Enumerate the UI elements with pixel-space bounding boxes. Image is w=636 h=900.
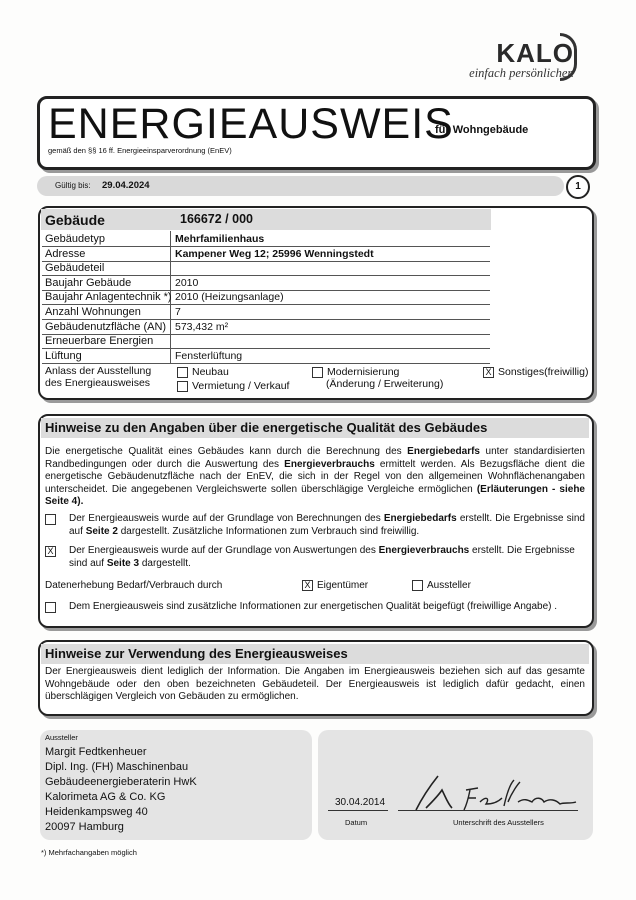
row-label: Lüftung — [45, 349, 82, 362]
row-value: Kampener Weg 12; 25996 Wenningstedt — [175, 247, 374, 260]
signature-label: Unterschrift des Ausstellers — [453, 818, 544, 827]
issuer-option[interactable] — [412, 580, 532, 593]
neubau-checkbox[interactable] — [177, 367, 188, 378]
page-number-badge: 1 — [566, 175, 590, 199]
building-header-bar — [41, 209, 491, 230]
hints-paragraph: Die energetische Qualität eines Gebäudes kann durch die Berechnung des Energiebedarfs unter standardisierten Randbedingungen oder durch die Auswertung des Energieverbrauchs ermittelt werden. Als Bezugsfläche dient die energetische Gebäudenutzfläche nach der EnEV, die sich in der Regel von den allgemeinen Wohnflächenangaben unterscheidet. Die angegebenen Vergleichswerte sollen überschlägige Vergleiche ermöglichen (Erläuterungen - siehe Seite 4). — [45, 446, 585, 507]
date-label: Datum — [345, 818, 368, 827]
neubau-label: Neubau — [192, 366, 229, 378]
issuer-checkbox[interactable] — [412, 580, 423, 591]
issuer-line: Kalorimeta AG & Co. KG — [45, 791, 166, 803]
row-value: 2010 (Heizungsanlage) — [175, 291, 284, 304]
row-divider — [42, 261, 490, 262]
option-demand[interactable] — [45, 513, 585, 538]
reason-neubau[interactable] — [177, 366, 229, 378]
row-label: Erneuerbare Energien — [45, 335, 154, 348]
reason-sonstiges[interactable] — [483, 366, 588, 378]
issuer-line: Gebäudeenergieberaterin HwK — [45, 776, 197, 788]
issuer-label: Aussteller — [427, 580, 471, 592]
usage-title: Hinweise zur Verwendung des Energieausweises — [45, 646, 348, 661]
issuer-line: Dipl. Ing. (FH) Maschinenbau — [45, 761, 189, 773]
modernisierung-label: Modernisierung — [327, 366, 400, 378]
row-label: Gebäudetyp — [45, 233, 105, 245]
issuer-label-heading: Aussteller — [45, 733, 78, 742]
row-divider — [42, 348, 490, 349]
footnote: *) Mehrfachangaben möglich — [41, 848, 137, 857]
option-consumption[interactable] — [45, 545, 585, 570]
row-label: Gebäudenutzfläche (AN) — [45, 320, 167, 333]
row-label: Baujahr Anlagentechnik *) — [45, 291, 172, 304]
sonstiges-label: Sonstiges(freiwillig) — [498, 366, 589, 378]
modernisierung-checkbox[interactable] — [312, 367, 323, 378]
row-value: 2010 — [175, 276, 199, 289]
kalo-logo: KALO — [496, 38, 574, 68]
reason-label-line1: Anlass der Ausstellung — [45, 365, 152, 377]
page-title: ENERGIEAUSWEIS — [48, 100, 454, 148]
extra-info-checkbox[interactable] — [45, 602, 56, 613]
legal-basis: gemäß den §§ 16 ff. Energieeinsparverordnung (EnEV) — [48, 146, 232, 155]
row-divider — [42, 363, 490, 364]
logo-slogan: einfach persönlicher. — [469, 66, 574, 80]
modernisierung-sub: (Änderung / Erweiterung) — [326, 378, 444, 390]
owner-checkbox[interactable]: X — [302, 580, 313, 591]
extra-info-text: Dem Energieausweis sind zusätzliche Informationen zur energetischen Qualität beigefügt (freiwillige Angabe) . — [69, 601, 558, 612]
usage-text: Der Energieausweis dient lediglich der Information. Die Angaben im Energieausweis beziehen sich auf das gesamte Wohngebäude oder den oben bezeichneten Gebäudeteil. Der Energieausweis ist lediglich dafür gedacht, einen überschlägigen Vergleich von Gebäuden zu ermöglichen. — [45, 666, 585, 702]
row-value: Fensterlüftung — [175, 349, 243, 362]
signature-image — [408, 768, 583, 818]
consumption-text: Der Energieausweis wurde auf der Grundlage von Auswertungen des Energieverbrauchs erstellt. Die Ergebnisse sind auf Seite 3 dargestellt. — [69, 545, 575, 569]
validity-label: Gültig bis: — [55, 181, 91, 190]
demand-checkbox[interactable] — [45, 514, 56, 525]
reason-modernisierung[interactable] — [312, 366, 399, 378]
building-title: Gebäude — [45, 212, 105, 228]
vermietung-checkbox[interactable] — [177, 381, 188, 392]
hints-title: Hinweise zu den Angaben über die energetische Qualität des Gebäudes — [45, 420, 488, 435]
row-label: Gebäudeteil — [45, 262, 105, 275]
date-line — [328, 810, 388, 811]
consumption-checkbox[interactable]: X — [45, 546, 56, 557]
building-number: 166672 / 000 — [180, 212, 253, 226]
reason-vermietung[interactable] — [177, 380, 289, 392]
issuer-line: Heidenkampsweg 40 — [45, 806, 148, 818]
owner-label: Eigentümer — [317, 580, 369, 592]
issuer-line: 20097 Hamburg — [45, 821, 124, 833]
issue-date: 30.04.2014 — [335, 797, 386, 808]
row-label: Adresse — [45, 247, 86, 260]
extra-info-option[interactable] — [45, 601, 585, 614]
vermietung-label: Vermietung / Verkauf — [192, 380, 290, 392]
row-label: Anzahl Wohnungen — [45, 306, 141, 318]
row-value: 7 — [175, 306, 181, 318]
sonstiges-checkbox[interactable]: X — [483, 367, 494, 378]
row-value: Mehrfamilienhaus — [175, 233, 265, 245]
reason-label — [45, 365, 151, 389]
reason-label-line2: des Energieausweises — [45, 377, 151, 389]
owner-option[interactable] — [302, 580, 422, 593]
page-subtitle: für Wohngebäude — [435, 124, 529, 136]
data-collection-label: Datenerhebung Bedarf/Verbrauch durch — [45, 580, 223, 591]
row-label: Baujahr Gebäude — [45, 276, 132, 289]
demand-text: Der Energieausweis wurde auf der Grundlage von Berechnungen des Energiebedarfs erstellt. Die Ergebnisse sind auf Seite 2 dargestellt. Zusätzliche Informationen zum Verbrauch sind freiwillig. — [69, 513, 585, 537]
row-value: 573,432 m² — [175, 320, 229, 333]
validity-date: 29.04.2024 — [102, 180, 150, 191]
issuer-line: Margit Fedtkenheuer — [45, 746, 147, 758]
